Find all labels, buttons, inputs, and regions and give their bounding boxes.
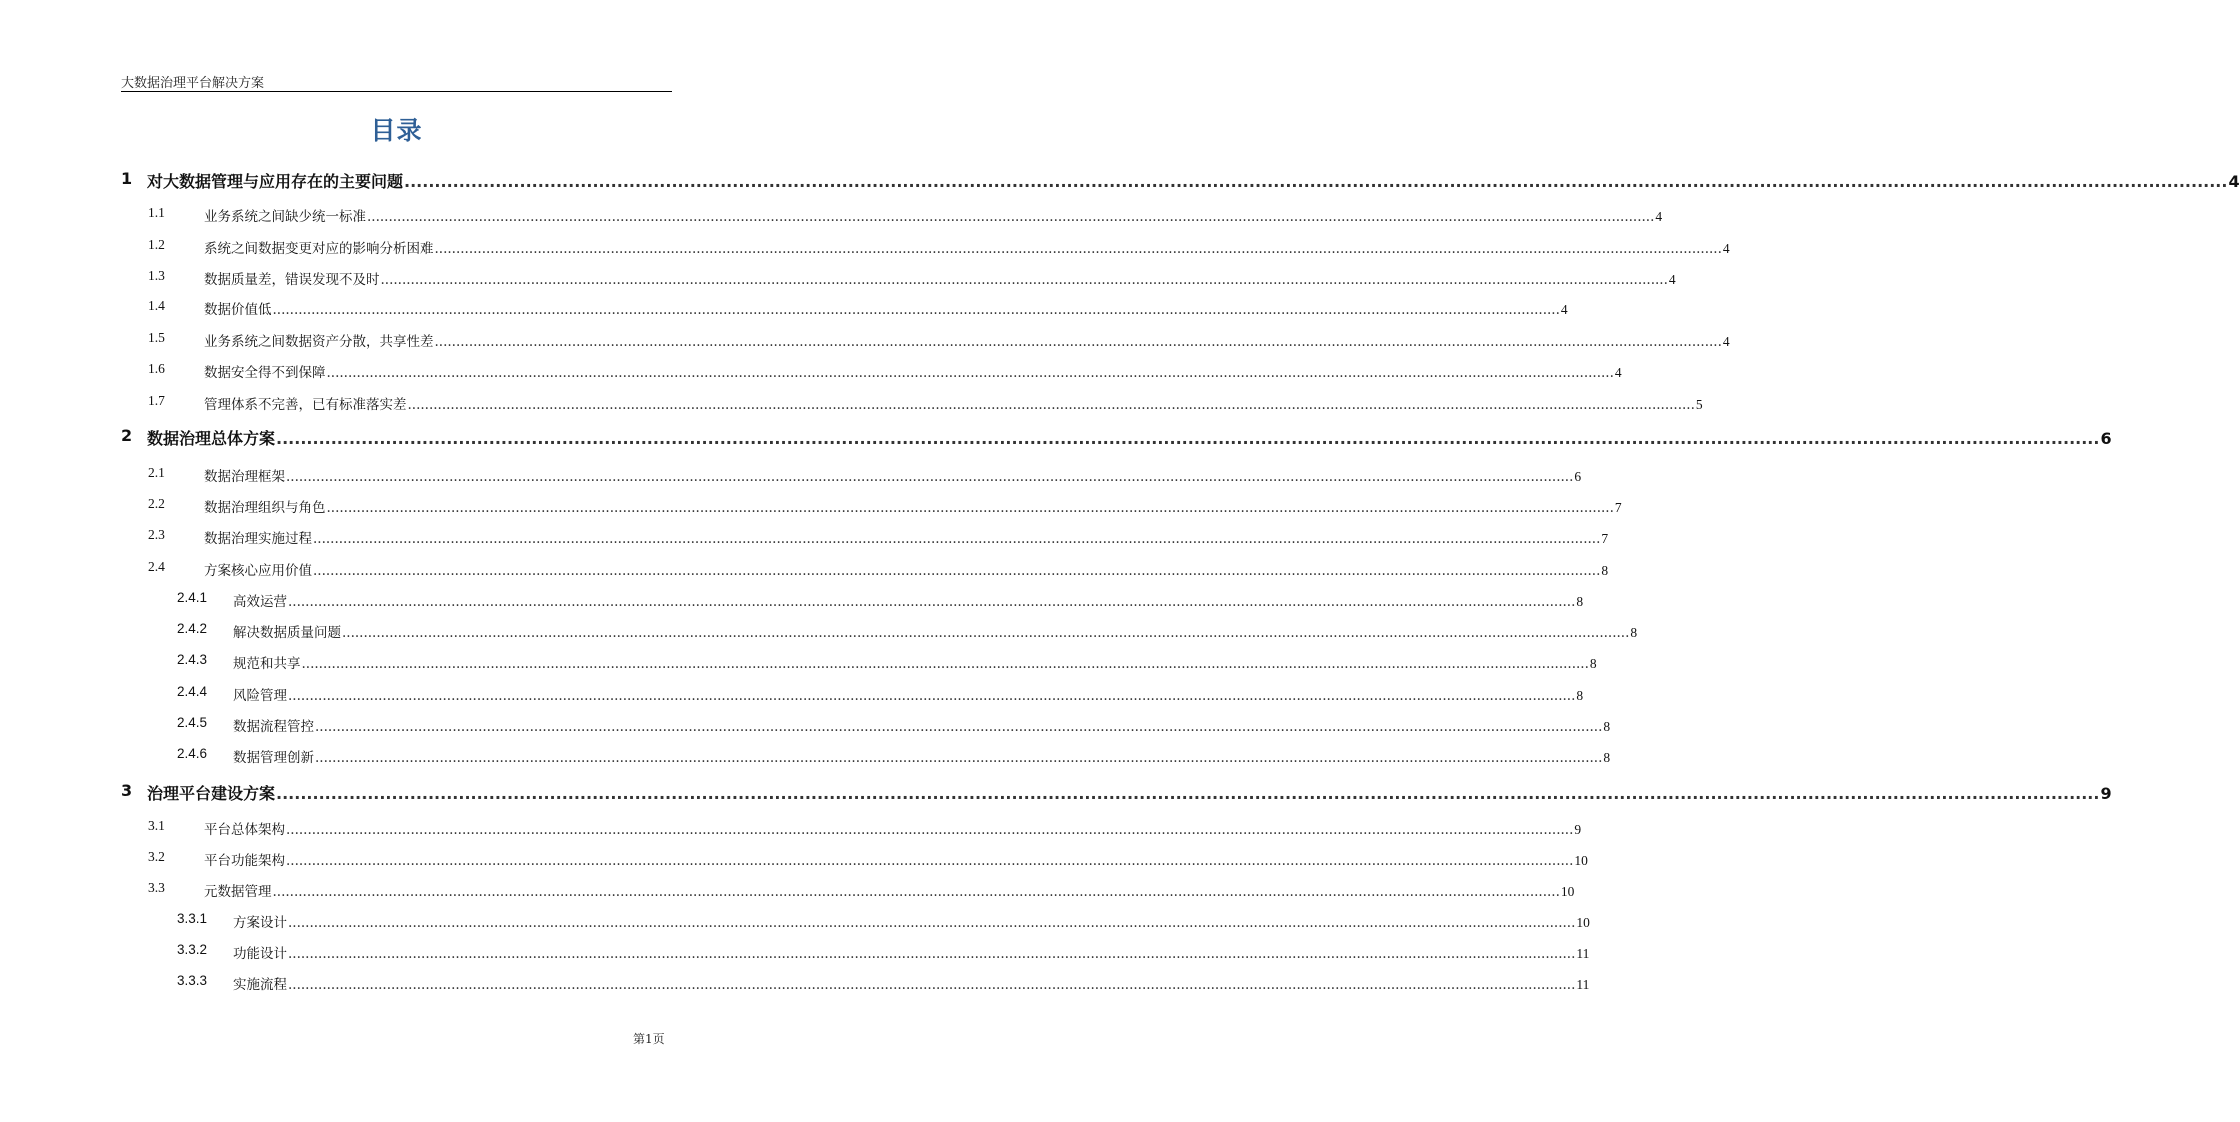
toc-dot-leader: ............................................................................................................................................................................................................................................................................................................ xyxy=(434,334,1722,350)
toc-entry-title: 治理平台建设方案 xyxy=(147,784,276,803)
toc-entry-page: 9 xyxy=(1574,822,1582,837)
toc-entry-title: 系统之间数据变更对应的影响分析困难 xyxy=(204,241,434,257)
toc-entry-number: 2.4.6 xyxy=(177,746,208,761)
toc-dot-leader: ............................................................................................................................................................................................................................................................................................................ xyxy=(288,688,1576,704)
toc-entry-title: 数据管理创新 xyxy=(233,750,314,766)
toc-dot-leader: ............................................................................................................................................................................................................................................................................................................ xyxy=(367,209,1655,225)
toc-entry-page: 4 xyxy=(1722,334,1730,349)
toc-dot-leader: ............................................................................................................................................................................................................................................................................................................ xyxy=(288,946,1576,962)
toc-entry-title: 数据安全得不到保障 xyxy=(204,365,326,381)
toc-entry-number: 1.7 xyxy=(148,393,165,408)
toc-entry-page: 6 xyxy=(2100,429,2112,448)
toc-entry-title: 功能设计 xyxy=(233,946,287,962)
toc-entry-page: 6 xyxy=(1574,469,1582,484)
toc-entry-leader xyxy=(233,684,1584,704)
toc-entry-title: 高效运营 xyxy=(233,594,287,610)
toc-entry-leader xyxy=(204,527,1609,547)
toc-entry-title: 数据治理组织与角色 xyxy=(204,500,326,516)
toc-entry-number: 2.2 xyxy=(148,496,165,511)
toc-entry-title: 风险管理 xyxy=(233,688,287,704)
toc-entry-page: 4 xyxy=(1655,209,1663,224)
toc-entry-title: 解决数据质量问题 xyxy=(233,625,341,641)
toc-entry[interactable] xyxy=(0,818,1582,842)
toc-entry[interactable] xyxy=(0,393,1703,417)
toc-entry[interactable] xyxy=(0,684,1584,708)
toc-entry-number: 1.5 xyxy=(148,330,165,345)
toc-entry-title: 实施流程 xyxy=(233,977,287,993)
toc-entry[interactable] xyxy=(0,973,1590,997)
toc-entry-leader xyxy=(233,715,1611,735)
toc-entry-number: 3.2 xyxy=(148,849,165,864)
toc-entry-number: 1.6 xyxy=(148,361,165,376)
toc-entry-title: 数据价值低 xyxy=(204,302,272,318)
toc-entry-title: 元数据管理 xyxy=(204,884,272,900)
toc-entry-number: 2.4.3 xyxy=(177,652,208,667)
page-number: 第1页 xyxy=(633,1032,665,1046)
toc-entry-leader xyxy=(233,590,1584,610)
toc-entry[interactable] xyxy=(0,559,1609,583)
toc-entry[interactable] xyxy=(0,496,1622,520)
toc-dot-leader: ............................................................................................................................................................................................................................................................................................................ xyxy=(315,750,1603,766)
toc-entry-page: 4 xyxy=(1614,365,1622,380)
toc-entry-leader xyxy=(204,205,1663,225)
toc-dot-leader: ............................................................................................................................................................................................................................................................................................................ xyxy=(286,822,1574,838)
toc-dot-leader: ............................................................................................................................................................................................................................................................................................................ xyxy=(404,172,2228,191)
toc-entry[interactable] xyxy=(0,361,1622,385)
toc-entry-number: 2.4.4 xyxy=(177,684,208,699)
toc-entry-page: 8 xyxy=(1576,594,1584,609)
toc-entry-page: 10 xyxy=(1576,915,1590,930)
toc-entry[interactable] xyxy=(0,652,1597,676)
toc-dot-leader: ............................................................................................................................................................................................................................................................................................................ xyxy=(288,977,1576,993)
toc-dot-leader: ............................................................................................................................................................................................................................................................................................................ xyxy=(276,784,2100,803)
toc-entry-number: 2.3 xyxy=(148,527,165,542)
header-title: 大数据治理平台解决方案 xyxy=(121,76,265,91)
toc-entry-page: 4 xyxy=(1722,241,1730,256)
toc-entry-page: 9 xyxy=(2100,784,2112,803)
toc-entry[interactable] xyxy=(0,781,2112,805)
toc-entry-title: 管理体系不完善，已有标准落实差 xyxy=(204,397,407,413)
toc-entry-number: 3.3.3 xyxy=(177,973,208,988)
toc-entry[interactable] xyxy=(0,237,1730,261)
toc-entry-leader xyxy=(204,393,1703,413)
toc-entry-page: 8 xyxy=(1576,688,1584,703)
toc-dot-leader: ............................................................................................................................................................................................................................................................................................................ xyxy=(380,272,1668,288)
toc-entry-page: 4 xyxy=(1560,302,1568,317)
toc-entry-title: 方案设计 xyxy=(233,915,287,931)
toc-entry-number: 1.3 xyxy=(148,268,165,283)
toc-entry-leader xyxy=(204,330,1730,350)
toc-entry-page: 8 xyxy=(1603,750,1611,765)
toc-entry-number: 3.3.1 xyxy=(177,911,208,926)
toc-entry[interactable] xyxy=(0,169,2240,193)
toc-entry-page: 7 xyxy=(1614,500,1622,515)
toc-entry-page: 7 xyxy=(1601,531,1609,546)
toc-entry-leader xyxy=(204,818,1582,838)
toc-entry-page: 8 xyxy=(1630,625,1638,640)
toc-entry-number: 2.4 xyxy=(148,559,165,574)
toc-entry[interactable] xyxy=(0,465,1582,489)
toc-entry-leader xyxy=(233,973,1590,993)
toc-dot-leader: ............................................................................................................................................................................................................................................................................................................ xyxy=(326,365,1614,381)
toc-entry-title: 对大数据管理与应用存在的主要问题 xyxy=(147,172,404,191)
toc-entry-page: 11 xyxy=(1576,977,1590,992)
toc-entry-leader xyxy=(147,781,2112,804)
toc-entry-title: 平台总体架构 xyxy=(204,822,285,838)
toc-entry-title: 业务系统之间缺少统一标准 xyxy=(204,209,366,225)
toc-entry-number: 3 xyxy=(121,781,133,800)
toc-entry[interactable] xyxy=(0,621,1638,645)
toc-entry-leader xyxy=(204,298,1568,318)
toc-entry-leader xyxy=(233,942,1590,962)
toc-entry-page: 8 xyxy=(1589,656,1597,671)
toc-entry-page: 4 xyxy=(1668,272,1676,287)
toc-dot-leader: ............................................................................................................................................................................................................................................................................................................ xyxy=(434,241,1722,257)
toc-dot-leader: ............................................................................................................................................................................................................................................................................................................ xyxy=(286,469,1574,485)
toc-dot-leader: ............................................................................................................................................................................................................................................................................................................ xyxy=(288,594,1576,610)
toc-entry-number: 1 xyxy=(121,169,133,188)
toc-entry[interactable] xyxy=(0,426,2112,450)
toc-entry-title: 方案核心应用价值 xyxy=(204,563,312,579)
toc-entry-page: 4 xyxy=(2228,172,2240,191)
toc-entry-title: 数据治理总体方案 xyxy=(147,429,276,448)
toc-entry-number: 2.4.1 xyxy=(177,590,208,605)
toc-entry-page: 5 xyxy=(1695,397,1703,412)
toc-entry[interactable] xyxy=(0,746,1611,770)
toc-entry-title: 数据流程管控 xyxy=(233,719,314,735)
toc-entry[interactable] xyxy=(0,849,1588,873)
toc-entry-leader xyxy=(233,652,1597,672)
toc-entry-leader xyxy=(147,169,2240,192)
toc-entry-number: 2 xyxy=(121,426,133,445)
toc-dot-leader: ............................................................................................................................................................................................................................................................................................................ xyxy=(272,884,1560,900)
toc-entry-title: 数据治理实施过程 xyxy=(204,531,312,547)
toc-entry-title: 规范和共享 xyxy=(233,656,301,672)
toc-entry-number: 3.3.2 xyxy=(177,942,208,957)
toc-entry[interactable] xyxy=(0,268,1676,292)
toc-entry-number: 1.1 xyxy=(148,205,165,220)
toc-dot-leader: ............................................................................................................................................................................................................................................................................................................ xyxy=(326,500,1614,516)
toc-entry-number: 1.4 xyxy=(148,298,165,313)
toc-entry-leader xyxy=(204,237,1730,257)
toc-title: 目录 xyxy=(370,116,423,145)
toc-entry-leader xyxy=(204,849,1588,869)
toc-entry-leader xyxy=(233,911,1590,931)
toc-entry-leader xyxy=(204,268,1676,288)
toc-entry[interactable] xyxy=(0,590,1584,614)
toc-entry-page: 8 xyxy=(1601,563,1609,578)
toc-entry-title: 数据质量差，错误发现不及时 xyxy=(204,272,380,288)
toc-entry-leader xyxy=(204,496,1622,516)
toc-entry[interactable] xyxy=(0,880,1575,904)
toc-entry-number: 3.1 xyxy=(148,818,165,833)
toc-entry-page: 11 xyxy=(1576,946,1590,961)
toc-entry-title: 平台功能架构 xyxy=(204,853,285,869)
toc-dot-leader: ............................................................................................................................................................................................................................................................................................................ xyxy=(301,656,1589,672)
toc-dot-leader: ............................................................................................................................................................................................................................................................................................................ xyxy=(313,531,1601,547)
toc-dot-leader: ............................................................................................................................................................................................................................................................................................................ xyxy=(313,563,1601,579)
toc-entry[interactable] xyxy=(0,715,1611,739)
toc-entry-number: 2.1 xyxy=(148,465,165,480)
toc-entry[interactable] xyxy=(0,330,1730,354)
toc-dot-leader: ............................................................................................................................................................................................................................................................................................................ xyxy=(276,429,2100,448)
toc-entry-page: 10 xyxy=(1574,853,1588,868)
toc-dot-leader: ............................................................................................................................................................................................................................................................................................................ xyxy=(407,397,1695,413)
toc-entry-leader xyxy=(204,880,1575,900)
toc-dot-leader: ............................................................................................................................................................................................................................................................................................................ xyxy=(288,915,1576,931)
toc-dot-leader: ............................................................................................................................................................................................................................................................................................................ xyxy=(315,719,1603,735)
toc-entry-leader xyxy=(233,621,1638,641)
toc-entry[interactable] xyxy=(0,298,1568,322)
toc-entry-number: 1.2 xyxy=(148,237,165,252)
toc-entry[interactable] xyxy=(0,527,1609,551)
toc-dot-leader: ............................................................................................................................................................................................................................................................................................................ xyxy=(286,853,1574,869)
toc-entry-leader xyxy=(147,426,2112,449)
toc-dot-leader: ............................................................................................................................................................................................................................................................................................................ xyxy=(272,302,1560,318)
toc-entry-number: 2.4.5 xyxy=(177,715,208,730)
toc-entry-number: 2.4.2 xyxy=(177,621,208,636)
toc-entry[interactable] xyxy=(0,942,1590,966)
toc-entry[interactable] xyxy=(0,205,1663,229)
toc-entry-page: 10 xyxy=(1560,884,1575,899)
toc-entry-leader xyxy=(204,361,1622,381)
toc-entry-leader xyxy=(204,559,1609,579)
toc-dot-leader: ............................................................................................................................................................................................................................................................................................................ xyxy=(342,625,1630,641)
toc-entry-number: 3.3 xyxy=(148,880,165,895)
toc-entry-title: 业务系统之间数据资产分散，共享性差 xyxy=(204,334,434,350)
toc-entry[interactable] xyxy=(0,911,1590,935)
toc-entry-leader xyxy=(233,746,1611,766)
toc-entry-page: 8 xyxy=(1603,719,1611,734)
toc-entry-title: 数据治理框架 xyxy=(204,469,285,485)
toc-entry-leader xyxy=(204,465,1582,485)
